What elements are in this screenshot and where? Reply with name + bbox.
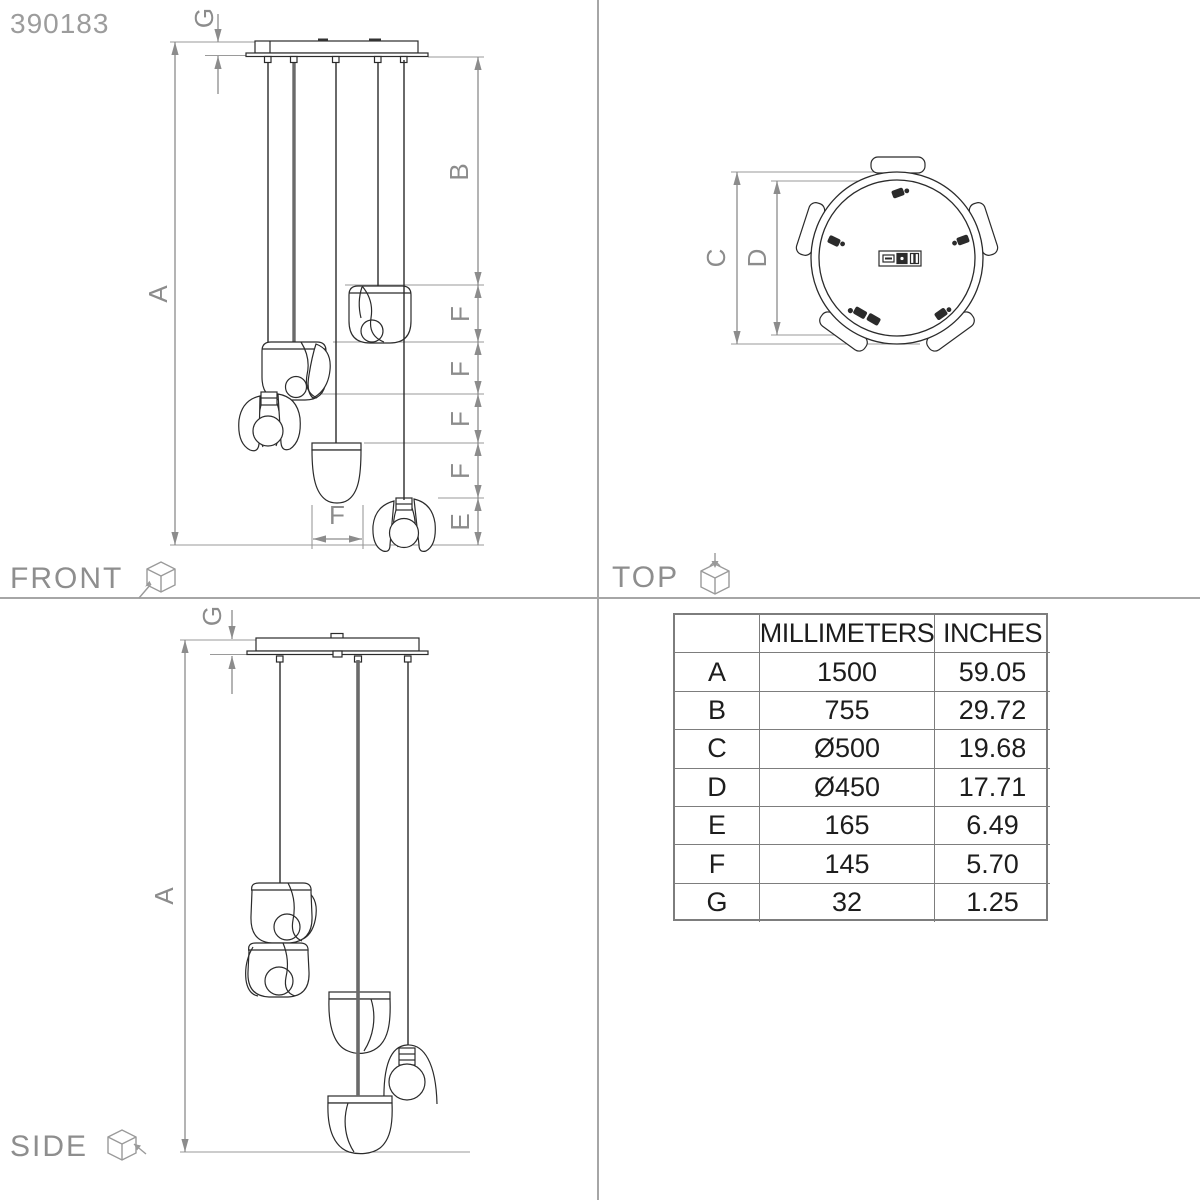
dimension-table: [673, 613, 1048, 921]
table-row-key: E: [675, 807, 760, 845]
pendant-shade-3: [239, 392, 301, 451]
pendant-shade-1: [349, 286, 411, 343]
dim-label-f1: F: [445, 306, 475, 322]
table-header-millimeters: MILLIMETERS: [760, 615, 935, 653]
side-view-cube-icon: [102, 1124, 148, 1170]
side-dimension-lines: [185, 610, 232, 1152]
side-view-label: [10, 1124, 148, 1170]
product-code: 390183: [10, 8, 110, 39]
dim-label-f4: F: [445, 463, 475, 479]
table-cell-in: 59.05: [935, 653, 1050, 691]
side-ceiling-canopy: [247, 634, 428, 663]
side-shade-bulb-pendant: [384, 1045, 437, 1104]
dim-label-e: E: [445, 513, 475, 531]
table-cell-in: 17.71: [935, 769, 1050, 807]
dim-label-f3: F: [445, 411, 475, 427]
side-view-title: SIDE: [10, 1130, 89, 1163]
front-view-cube-icon: [137, 556, 181, 602]
table-cell-in: 1.25: [966, 887, 1019, 918]
top-view-title: TOP: [612, 561, 680, 594]
table-header-name: [675, 615, 760, 653]
side-shade-upper: [251, 883, 316, 943]
dim-label-f2: F: [445, 361, 475, 377]
table-cell-in: 5.70: [935, 845, 1050, 883]
table-cell-mm: 1500: [760, 653, 935, 691]
table-row-key: B: [675, 692, 760, 730]
table-cell-mm: 32: [760, 884, 935, 922]
table-cell-mm: 145: [760, 845, 935, 883]
table-row-key: F: [675, 845, 760, 883]
table-cell-mm: Ø500: [760, 730, 935, 768]
table-cell-mm: Ø450: [760, 769, 935, 807]
table-cell-in: 6.49: [935, 807, 1050, 845]
dim-label-a-side: A: [149, 887, 179, 905]
dim-label-g: G: [189, 7, 219, 29]
table-row-key: D: [675, 769, 760, 807]
front-view-title: FRONT: [10, 562, 124, 595]
front-ceiling-canopy: [246, 39, 428, 63]
top-view-drawing: [600, 0, 1200, 598]
side-shade-bottom: [328, 1096, 392, 1154]
pendant-shade-2: [262, 342, 330, 400]
front-dimension-labels: [143, 8, 475, 531]
dim-label-g-side: G: [197, 605, 227, 627]
pendant-shade-5: [373, 498, 435, 551]
dim-label-d: D: [742, 248, 772, 268]
front-view-drawing: [0, 0, 598, 598]
front-view-label: [10, 556, 181, 602]
side-view-drawing: [0, 600, 598, 1200]
dim-label-b: B: [444, 163, 474, 181]
table-row-key: G: [675, 884, 760, 922]
dim-label-a: A: [143, 285, 173, 303]
top-view-cube-icon: [693, 552, 737, 604]
dim-label-f-width: F: [329, 500, 345, 530]
table-cell-in: 29.72: [935, 692, 1050, 730]
table-cell-mm: 755: [760, 692, 935, 730]
table-row-key: A: [675, 653, 760, 691]
table-header-inches: INCHES: [935, 615, 1050, 653]
top-mounting-block: [879, 251, 921, 266]
dim-label-c: C: [701, 248, 731, 268]
top-view-label: [612, 552, 737, 604]
table-cell-in: 19.68: [935, 730, 1050, 768]
table-cell-mm: 165: [760, 807, 935, 845]
side-dimension-labels: [149, 606, 227, 905]
table-row-key: C: [675, 730, 760, 768]
pendant-shade-4: [312, 443, 361, 503]
side-shade-lower: [246, 943, 309, 997]
